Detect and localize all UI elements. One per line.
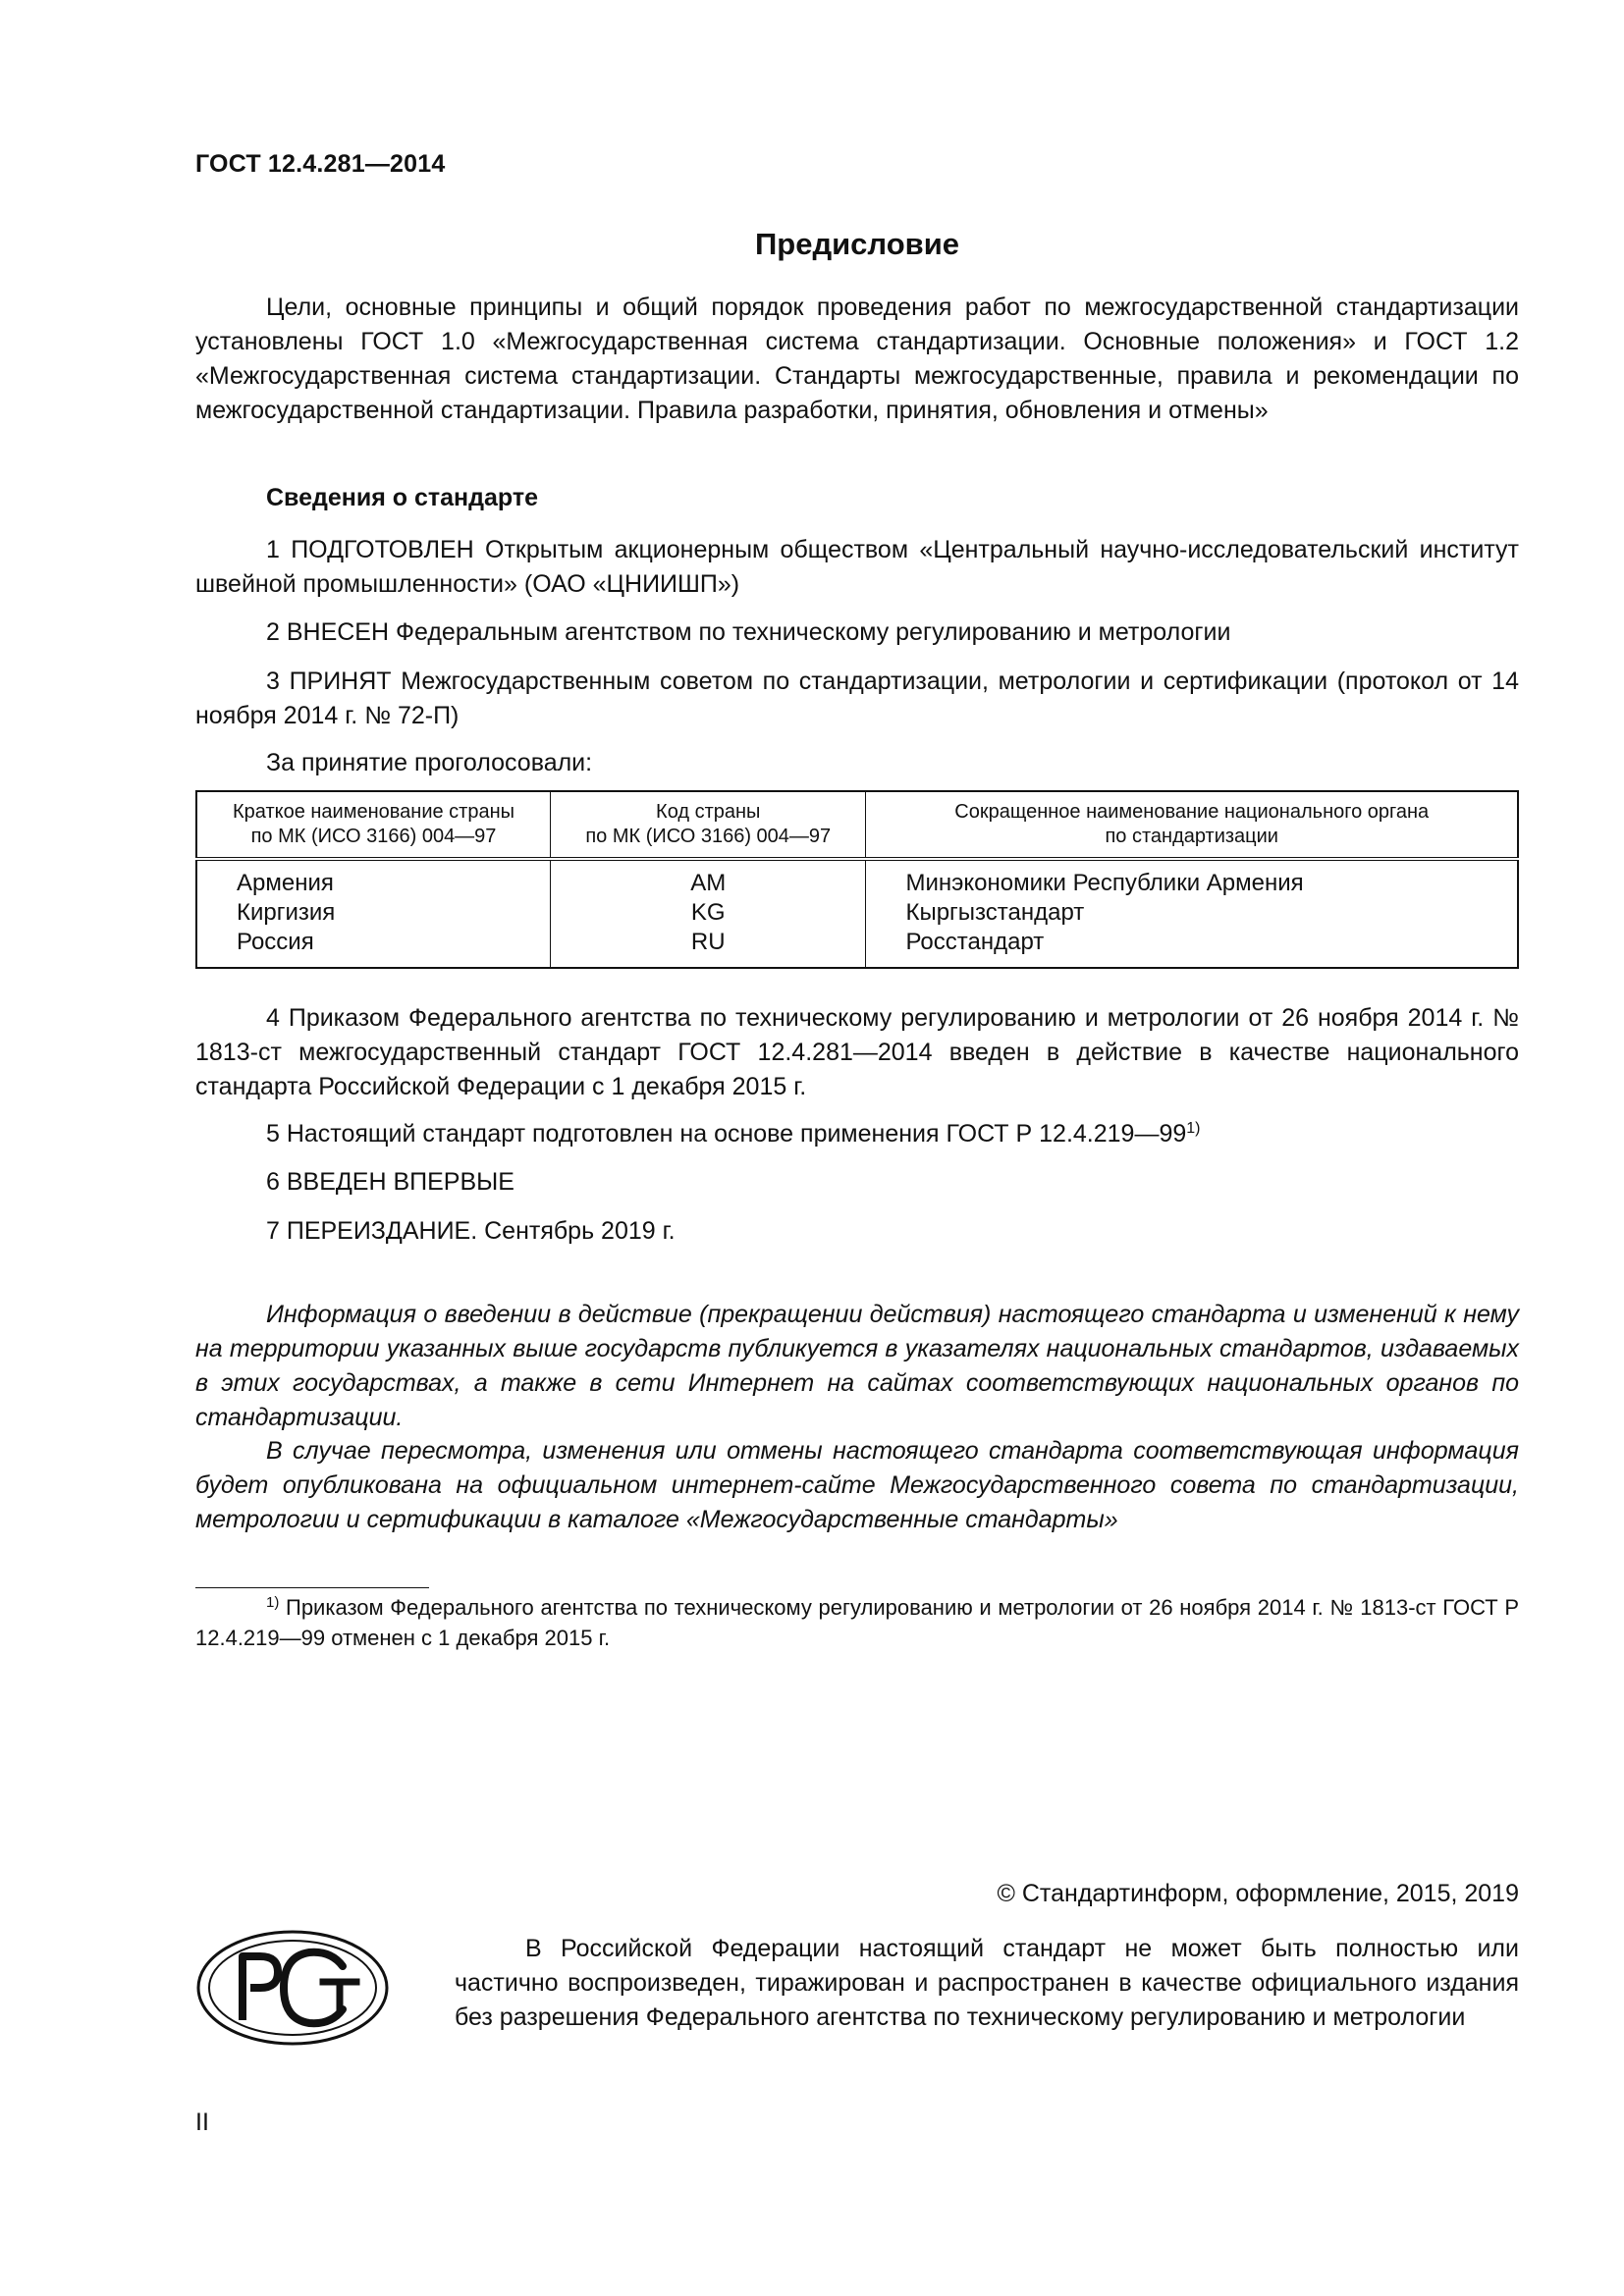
page-title: Предисловие [754,227,959,261]
body-cell: Минэкономики Республики Армения [866,859,1518,898]
footnote-mark: 1) [266,1594,280,1611]
item-6: 6 ВВЕДЕН ВПЕРВЫЕ [266,1168,514,1196]
copyright-notice: В Российской Федерации настоящий стандарт не может быть полностью или частично воспроизведен, тиражирован и распространен в качестве официального издания без разрешения Федерального агентства по техническому регулированию и метрологии [455,1935,1519,2031]
document-page [195,0,1519,2296]
column-header-line: Краткое наименование страны [232,801,515,823]
column-header-line: по МК (ИСО 3166) 004—97 [585,826,832,847]
document-code: ГОСТ 12.4.281—2014 [195,150,446,178]
info-heading: Сведения о стандарте [266,484,539,511]
column-header-line: Сокращенное наименование национального органа [954,801,1430,823]
info-note-1: Информация о введении в действие (прекращении действия) настоящего стандарта и изменений к нему на территории указанных выше государств публикуется в указателях национальных стандартов, издаваемых в этих государствах, а также в сети Интернет на сайтах соответствующих национальных органов по стандартизации. [195,1301,1519,1431]
body-cell: Кыргызстандарт [866,898,1518,928]
footnote-ref[interactable]: 1) [1186,1120,1201,1137]
column-header-body [866,791,1518,859]
column-header-line: Код страны [656,801,761,823]
vote-caption: За принятие проголосовали: [266,749,593,776]
item-4: 4 Приказом Федерального агентства по техническому регулированию и метрологии от 26 ноября 2014 г. № 1813-ст межгосударственный стандарт ГОСТ 12.4.281—2014 введен в действие в качестве национального стандарта Российской Федерации с 1 декабря 2015 г. [195,1004,1519,1100]
footnote-divider [195,1587,429,1588]
code-cell: KG [551,898,866,928]
intro-paragraph: Цели, основные принципы и общий порядок проведения работ по межгосударственной стандартизации установлены ГОСТ 1.0 «Межгосударственная система стандартизации. Основные положения» и ГОСТ 1.2 «Межгосударственная система стандартизации. Стандарты межгосударственные, правила и рекомендации по межгосударственной стандартизации. Правила разработки, принятия, обновления и отмены» [195,294,1519,424]
country-cell: Армения [196,859,551,898]
info-note-2: В случае пересмотра, изменения или отмены настоящего стандарта соответствующая информация будет опубликована на официальном интернет-сайте Межгосударственного совета по стандартизации, метрологии и сертификации в каталоге «Межгосударственные стандарты» [195,1437,1519,1533]
table-row [196,898,1518,928]
item-7: 7 ПЕРЕИЗДАНИЕ. Сентябрь 2019 г. [266,1217,676,1245]
table-row [196,859,1518,898]
country-cell: Киргизия [196,898,551,928]
table-row [196,928,1518,968]
item-1: 1 ПОДГОТОВЛЕН Открытым акционерным обществом «Центральный научно-исследовательский институт швейной промышленности» (ОАО «ЦНИИШП») [195,536,1519,598]
code-cell: AM [551,859,866,898]
column-header-line: по МК (ИСО 3166) 004—97 [250,826,497,847]
vote-table [195,790,1519,969]
item-5 [195,1117,1519,1151]
item-2: 2 ВНЕСЕН Федеральным агентством по техническому регулированию и метрологии [266,618,1231,646]
page-number: II [195,2109,209,2136]
column-header-country [196,791,551,859]
copyright-line: © Стандартинформ, оформление, 2015, 2019 [997,1880,1519,1907]
item-5-text: 5 Настоящий стандарт подготовлен на основе применения ГОСТ Р 12.4.219—99 [266,1120,1187,1148]
rst-certification-mark-icon [195,1929,390,2047]
column-header-line: по стандартизации [1105,826,1278,847]
column-header-code [551,791,866,859]
country-cell: Россия [196,928,551,968]
item-3: 3 ПРИНЯТ Межгосударственным советом по стандартизации, метрологии и сертификации (протокол от 14 ноября 2014 г. № 72-П) [195,667,1519,729]
footnote-text: Приказом Федерального агентства по техническому регулированию и метрологии от 26 ноября 2014 г. № 1813-ст ГОСТ Р 12.4.219—99 отменен с 1 декабря 2015 г. [195,1595,1519,1650]
footnote [195,1592,1519,1653]
body-cell: Росстандарт [866,928,1518,968]
code-cell: RU [551,928,866,968]
